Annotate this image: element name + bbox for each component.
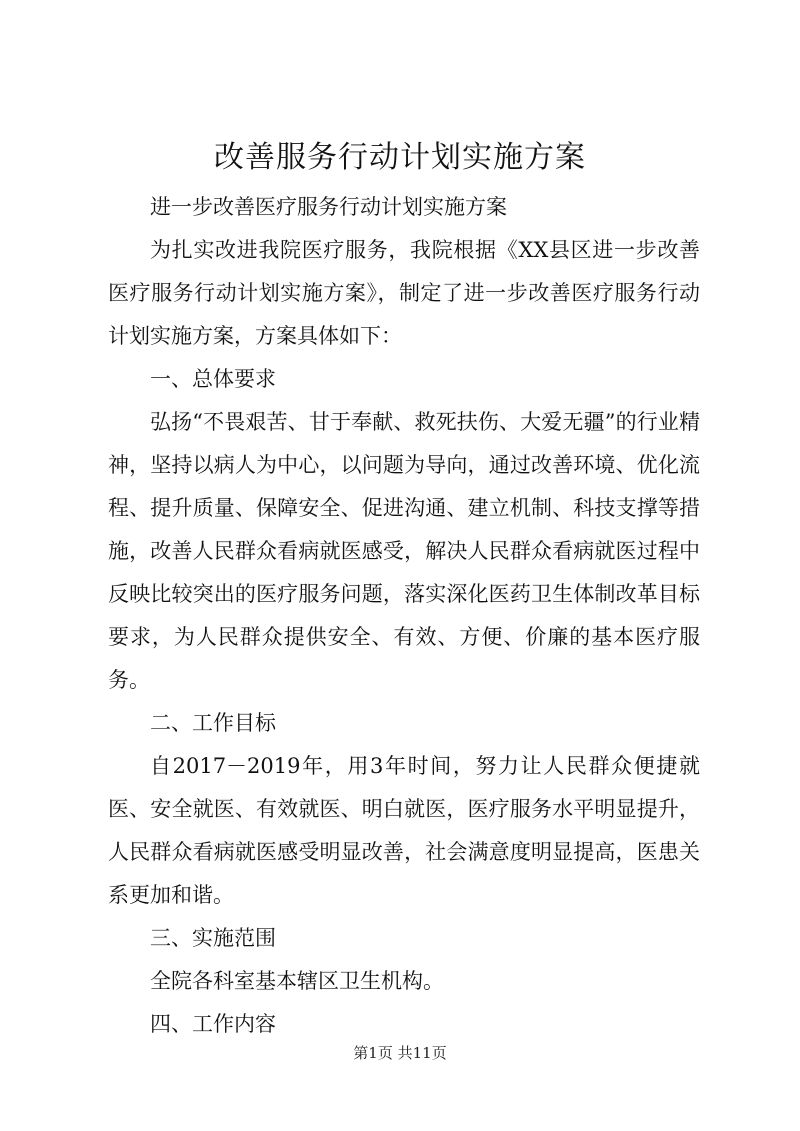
section-heading-work-content: 四、工作内容	[150, 1012, 276, 1036]
section-heading-work-goals: 二、工作目标	[150, 711, 276, 735]
section-heading-general-requirements: 一、总体要求	[150, 367, 276, 391]
paragraph-intro: 为扎实改进我院医疗服务，我院根据《XX县区进一步改善医疗服务行动计划实施方案》，制定了进一步改善医疗服务行动计划实施方案，方案具体如下：	[108, 238, 700, 348]
paragraph-subtitle: 进一步改善医疗服务行动计划实施方案	[150, 195, 507, 219]
paragraph-scope: 全院各科室基本辖区卫生机构。	[150, 969, 444, 993]
document-title: 改善服务行动计划实施方案	[214, 140, 586, 175]
document-body	[108, 186, 700, 1046]
paragraph-general-requirements: 弘扬“不畏艰苦、甘于奉献、救死扶伤、大爱无疆”的行业精神，坚持以病人为中心，以问题为导向，通过改善环境、优化流程、提升质量、保障安全、促进沟通、建立机制、科技支撑等措施，改善人民群众看病就医感受，解决人民群众看病就医过程中反映比较突出的医疗服务问题，落实深化医药卫生体制改革目标要求，为人民群众提供安全、有效、方便、价廉的基本医疗服务。	[108, 410, 700, 692]
paragraph-work-goals: 自2017－2019年，用3年时间，努力让人民群众便捷就医、安全就医、有效就医、明白就医，医疗服务水平明显提升，人民群众看病就医感受明显改善，社会满意度明显提高，医患关系更加和谐。	[108, 754, 700, 907]
section-heading-scope: 三、实施范围	[150, 926, 276, 950]
page-footer: 第1页 共11页	[353, 1044, 447, 1062]
